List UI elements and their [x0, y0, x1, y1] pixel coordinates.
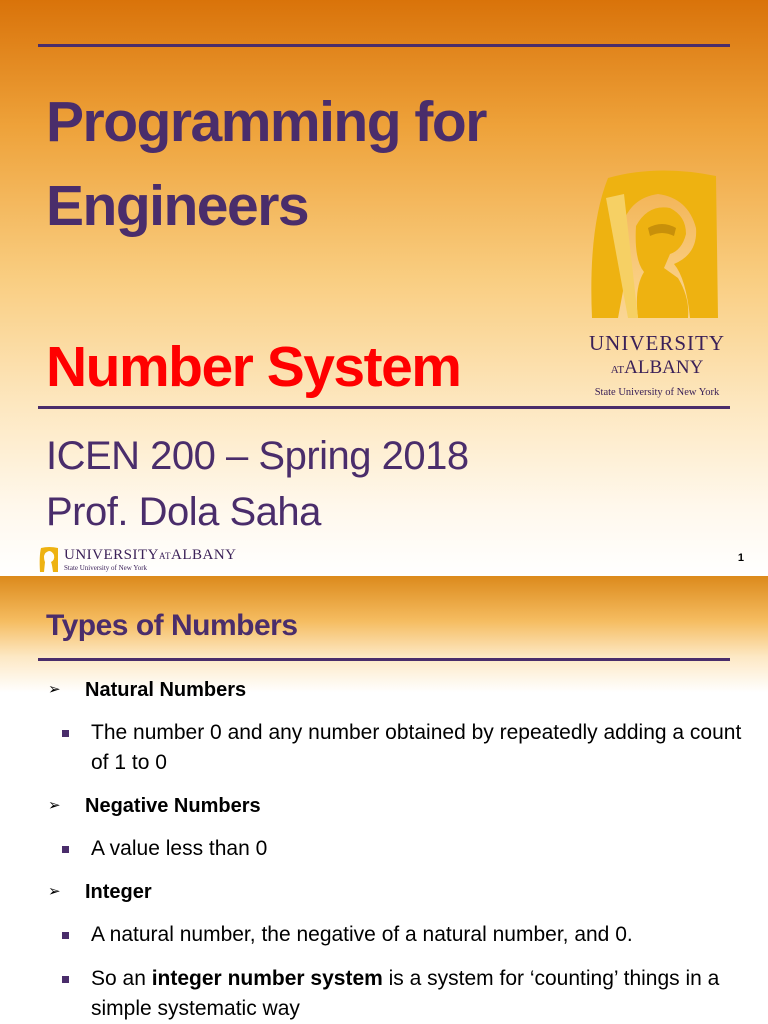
- middle-rule: [38, 406, 730, 409]
- list-item-natural-numbers: ➢ Natural Numbers: [48, 676, 246, 704]
- page-number: 1: [737, 552, 744, 564]
- arrow-bullet-icon: ➢: [48, 883, 61, 900]
- slide-title-line-1: Programming for: [46, 90, 486, 154]
- slide-title: [46, 80, 566, 248]
- sub-bullet: The number 0 and any number obtained by repeatedly adding a count of 1 to 0: [62, 718, 751, 778]
- list-item-integer: ➢ Integer: [48, 878, 152, 906]
- slide-subtitle: Number System: [46, 335, 461, 399]
- arrow-bullet-icon: ➢: [48, 797, 61, 814]
- content-slide: [0, 576, 768, 1024]
- logo-university-text: UNIVERSITY: [589, 331, 725, 355]
- course-info: [46, 428, 469, 540]
- minerva-small-icon: [38, 546, 60, 572]
- sub-bullet: So an integer number system is a system for ‘counting’ things in a simple systematic way: [62, 964, 751, 1024]
- logo-at-albany-text: ATALBANY: [610, 357, 704, 378]
- logo-tagline: State University of New York: [594, 387, 720, 398]
- square-bullet-icon: [62, 932, 69, 939]
- footer-wordmark: [64, 546, 237, 573]
- course-name: ICEN 200 – Spring 2018: [46, 434, 469, 478]
- minerva-seal-icon: [578, 168, 738, 328]
- footer-tagline: State University of New York: [64, 564, 148, 572]
- logo-wordmark: [582, 330, 732, 400]
- sub-bullet: A value less than 0: [62, 834, 751, 864]
- sub-bullet: A natural number, the negative of a natural number, and 0.: [62, 920, 751, 950]
- square-bullet-icon: [62, 976, 69, 983]
- footer-university-text: UNIVERSITYATALBANY: [64, 547, 237, 563]
- content-slide-title: Types of Numbers: [46, 609, 298, 642]
- slide-title-line-2: Engineers: [46, 174, 309, 238]
- footer-logo: [38, 546, 298, 572]
- square-bullet-icon: [62, 846, 69, 853]
- bold-term: integer number system: [151, 967, 383, 990]
- content-title-rule: [38, 658, 730, 661]
- square-bullet-icon: [62, 730, 69, 737]
- list-item-negative-numbers: ➢ Negative Numbers: [48, 792, 261, 820]
- top-rule: [38, 44, 730, 47]
- arrow-bullet-icon: ➢: [48, 681, 61, 698]
- instructor-name: Prof. Dola Saha: [46, 490, 321, 534]
